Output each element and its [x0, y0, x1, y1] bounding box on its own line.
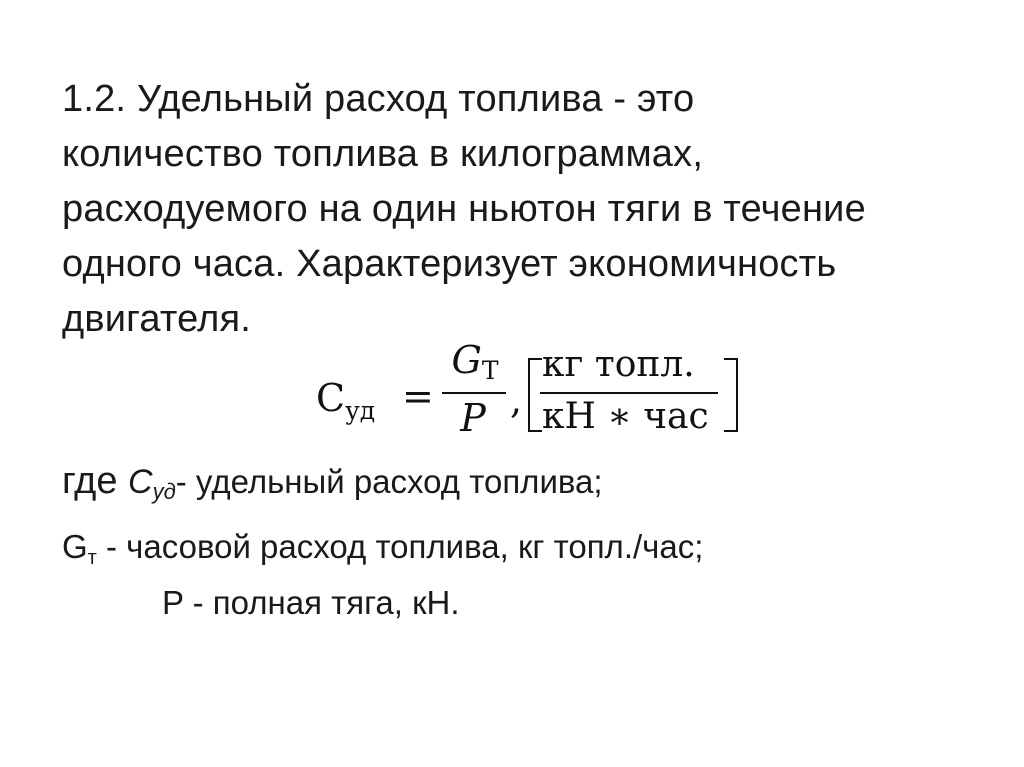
cud-description: - удельный расход топлива; [175, 463, 603, 500]
formula-lhs-subscript: уд [345, 396, 376, 425]
cud-symbol-letter: С [128, 463, 153, 501]
formula-main-fraction [440, 338, 506, 446]
formula-lhs-symbol: С [316, 376, 346, 420]
definition-p: P - полная тяга, кН. [162, 584, 460, 621]
formula-numerator-symbol: G [451, 338, 482, 382]
gt-description: - часовой расход топлива, кг топл./час; [96, 528, 704, 565]
definition-gt [62, 528, 704, 569]
paragraph-line-5: двигателя. [62, 298, 252, 340]
cud-symbol-subscript: уд [152, 479, 176, 504]
paragraph-line-4: одного часа. Характеризует экономичность [62, 243, 837, 285]
gt-symbol-subscript: т [87, 547, 97, 569]
paragraph-line-2: количество топлива в килограммах, [62, 133, 704, 175]
formula-unit-denominator: кН ∗ час [542, 396, 709, 437]
formula-unit-numerator: кг топл. [542, 344, 695, 385]
specific-fuel-consumption-formula [316, 338, 736, 446]
where-word: где [62, 460, 129, 502]
cud-symbol [128, 463, 176, 504]
formula-comma: , [510, 378, 523, 422]
formula-unit-fraction-bar [540, 392, 718, 394]
paragraph-line-3: расходуемого на один ньютон тяги в течение [62, 188, 866, 230]
definition-cud [62, 460, 603, 503]
formula-fraction-bar [442, 392, 506, 394]
formula-numerator [444, 338, 506, 385]
gt-symbol-letter: G [62, 528, 88, 565]
formula-equals: = [402, 374, 434, 418]
formula-lhs [316, 376, 376, 425]
formula-denominator: P [460, 396, 486, 440]
formula-left-bracket [528, 358, 542, 432]
formula-right-bracket [724, 358, 738, 432]
definition-paragraph [62, 72, 962, 347]
paragraph-line-1: 1.2. Удельный расход топлива - это [62, 78, 695, 120]
formula-numerator-subscript: Т [481, 356, 499, 385]
